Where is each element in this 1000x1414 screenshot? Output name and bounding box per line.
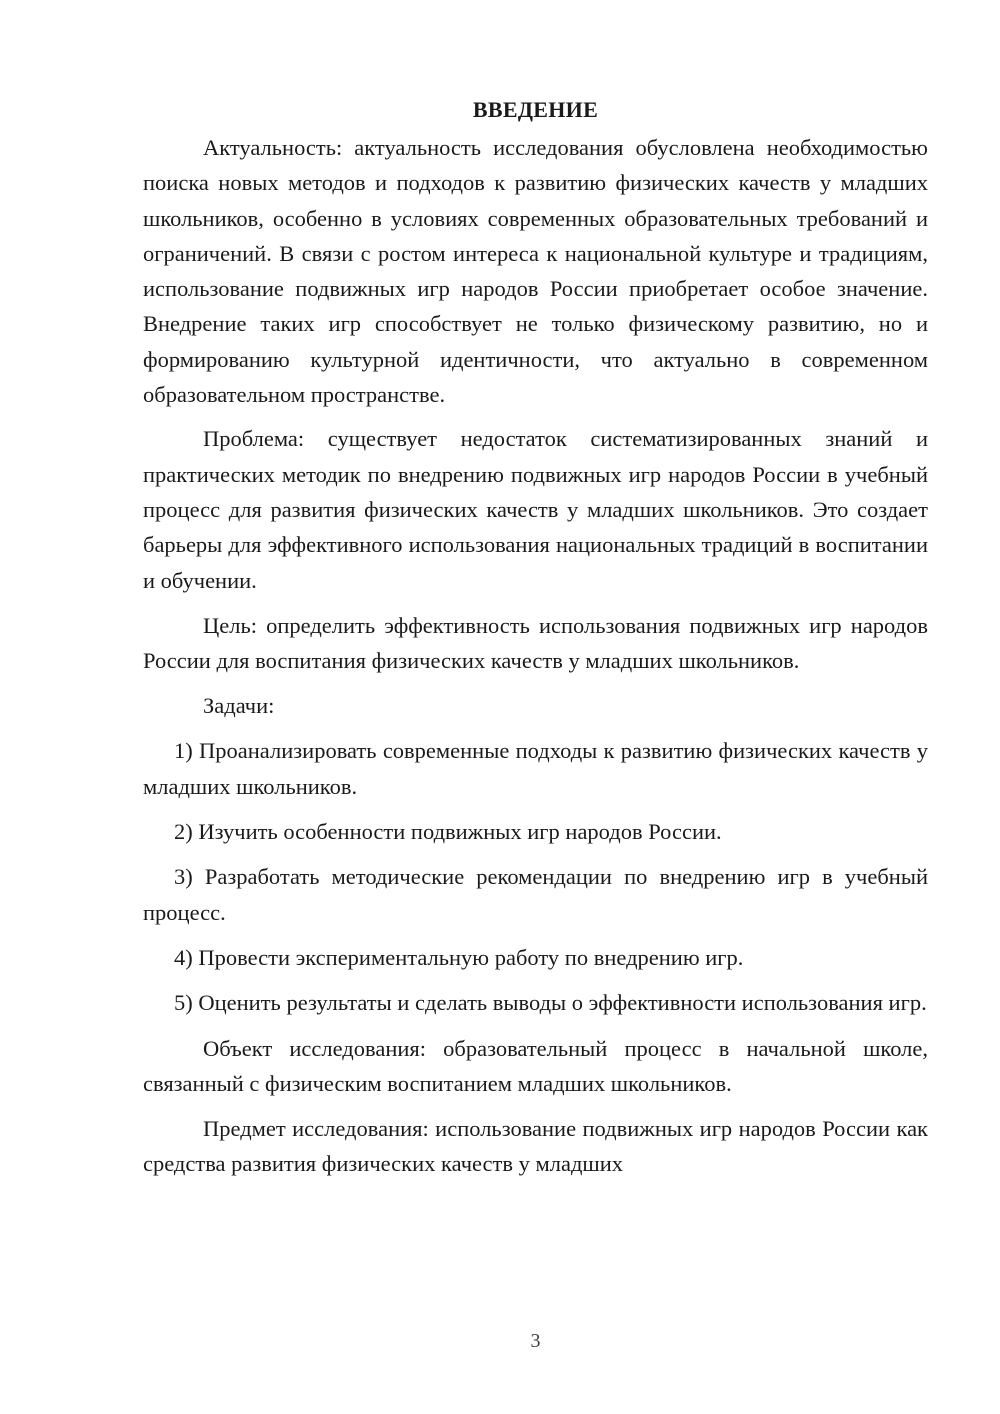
task-item-4: 4) Провести экспериментальную работу по внедрению игр.: [174, 944, 744, 970]
problem-paragraph: Проблема: существует недостаток систематизированных знаний и практических методик по внедрению подвижных игр народов России в учебный процесс для развития физических качеств у младших школьников. Это создает барьеры для эффективного использования национальных традиций в воспитании и обучении.: [143, 426, 928, 593]
document-page: [143, 92, 928, 1192]
tasks-heading: Задачи:: [203, 693, 275, 719]
task-item-3: 3) Разработать методические рекомендации по внедрению игр в учебный процесс.: [143, 864, 928, 925]
page-number: 3: [530, 1330, 541, 1352]
object-paragraph: Объект исследования: образовательный процесс в начальной школе, связанный с физическим воспитанием младших школьников.: [143, 1035, 928, 1096]
task-item-5: 5) Оценить результаты и сделать выводы о эффективности использования игр.: [174, 990, 927, 1016]
subject-paragraph: Предмет исследования: использование подвижных игр народов России как средства развития физических качеств у младших: [143, 1116, 928, 1177]
task-item-2: 2) Изучить особенности подвижных игр народов России.: [174, 819, 722, 845]
section-title: ВВЕДЕНИЕ: [472, 97, 599, 122]
task-item-1: 1) Проанализировать современные подходы к развитию физических качеств у младших школьников.: [143, 738, 928, 799]
relevance-paragraph: Актуальность: актуальность исследования обусловлена необходимостью поиска новых методов и подходов к развитию физических качеств у младших школьников, особенно в условиях современных образовательных требований и ограничений. В связи с ростом интереса к национальной культуре и традициям, использование подвижных игр народов России приобретает особое значение. Внедрение таких игр способствует не только физическому развитию, но и формированию культурной идентичности, что актуально в современном образовательном пространстве.: [143, 135, 928, 408]
goal-paragraph: Цель: определить эффективность использования подвижных игр народов России для воспитания физических качеств у младших школьников.: [143, 612, 928, 674]
